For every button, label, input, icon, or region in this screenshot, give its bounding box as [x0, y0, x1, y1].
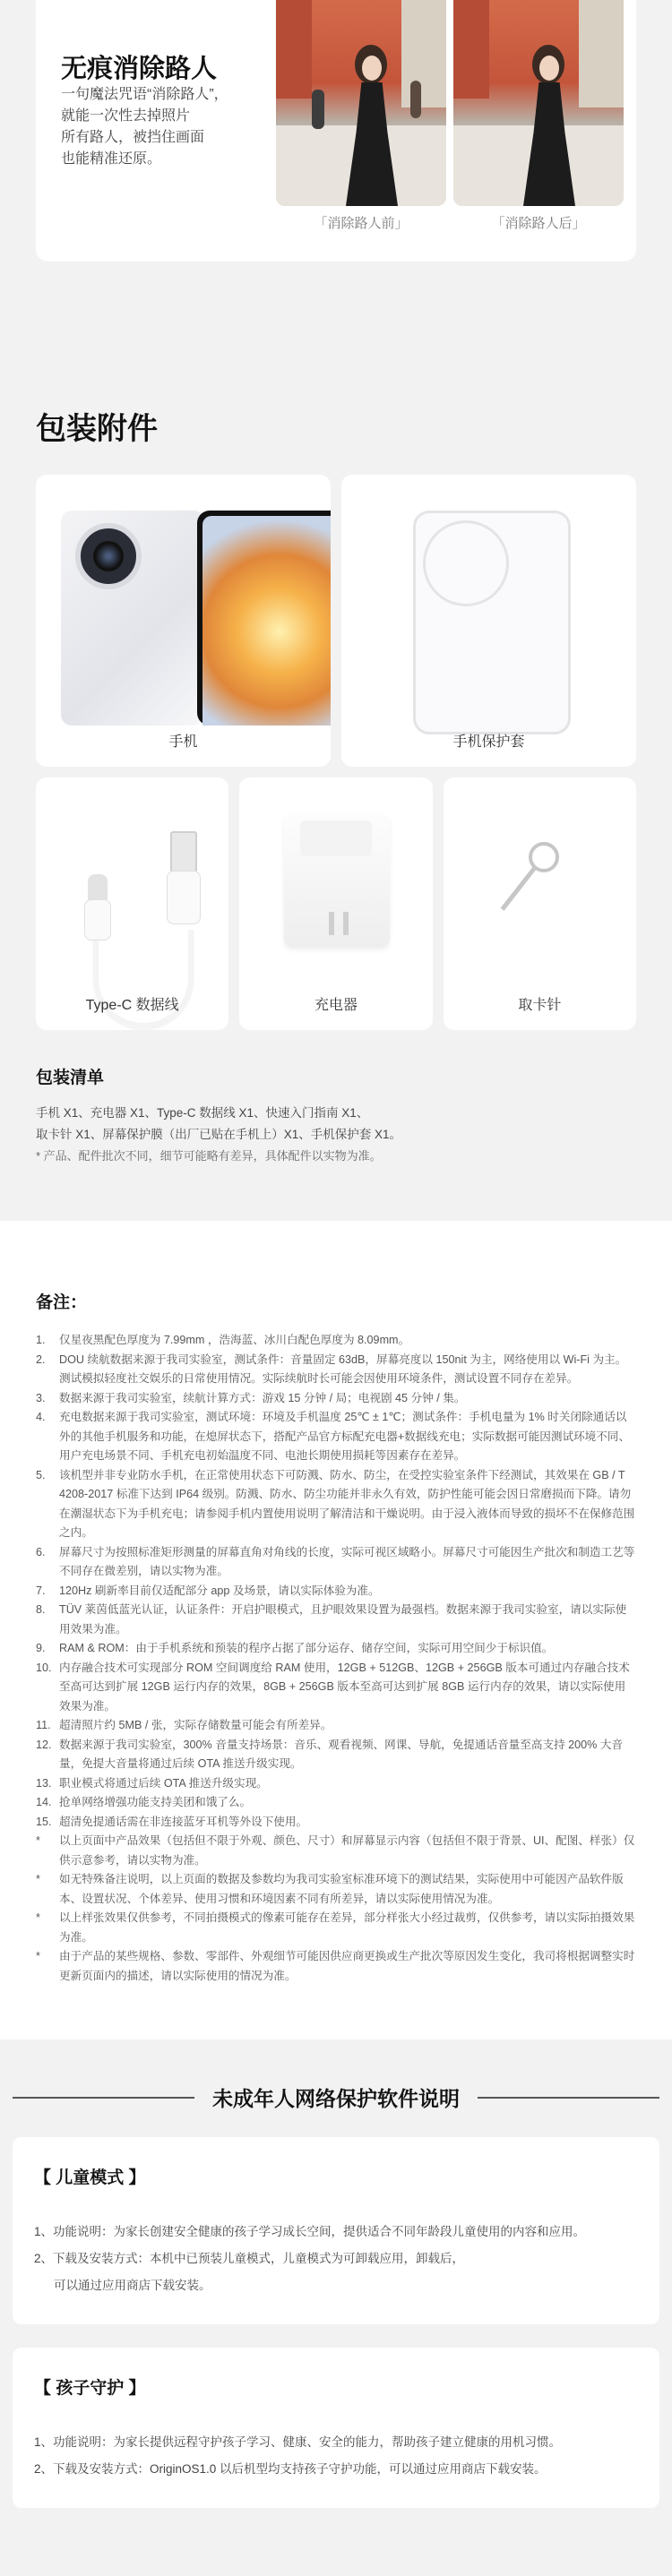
note-number: 5. [36, 1468, 46, 1481]
phone-front-image [197, 511, 331, 726]
desc-line: 也能精准还原。 [61, 151, 162, 167]
accessory-label: 手机 [168, 734, 198, 750]
note-number: 14. [36, 1796, 52, 1808]
note-item [36, 1389, 636, 1409]
minors-title-row [13, 2082, 659, 2112]
passerby [312, 90, 324, 129]
note-text: 仅星夜黑配色厚度为 7.99mm ，浩海蓝、冰川白配色厚度为 8.09mm。 [59, 1334, 410, 1346]
package-note: * 产品、配件批次不同，细节可能略有差异，具体配件以实物为准。 [36, 1149, 382, 1163]
mode-card-line: 2、下载及安装方式：OriginOS1.0 以后机型均支持孩子守护功能，可以通过应用商店下载安装。 [34, 2462, 547, 2476]
accessory-label: 取卡针 [518, 998, 562, 1013]
accessory-label: 充电器 [314, 998, 358, 1013]
package-list [36, 1103, 636, 1146]
note-number: 4. [36, 1411, 46, 1423]
note-item [36, 1774, 636, 1794]
note-text: 以上页面中产品效果（包括但不限于外观、颜色、尺寸）和屏幕显示内容（包括但不限于背景、UI、配图、样张）仅供示意参考，请以实物为准。 [59, 1834, 635, 1867]
note-text: 数据来源于我司实验室，300% 音量支持场景：音乐、观看视频、网课、导航，免提通话音量至高支持 200% 大音量，免提大音量将通过后续 OTA 推送升级实现。 [59, 1738, 624, 1770]
note-item [36, 1351, 636, 1389]
case-image [413, 511, 571, 734]
photo-before [276, 0, 446, 206]
package-list-line: 取卡针 X1、屏幕保护膜（出厂已贴在手机上）X1、手机保护套 X1。 [36, 1128, 402, 1141]
note-number: 7. [36, 1584, 46, 1597]
note-text: TÜV 莱茵低蓝光认证，认证条件：开启护眼模式，且护眼效果设置为最强档。数据来源于我司实验室，请以实际使用效果为准。 [59, 1603, 627, 1636]
after-caption: 「消除路人后」 [491, 216, 586, 231]
note-number: 11. [36, 1719, 51, 1731]
note-text: 超清照片约 5MB / 张，实际存储数量可能会有所差异。 [59, 1719, 332, 1731]
desc-line: 一句魔法咒语“消除路人”， [61, 87, 228, 102]
note-number: 1. [36, 1334, 46, 1346]
accessories-section [0, 336, 672, 1221]
note-number: * [36, 1873, 40, 1885]
notes-list [36, 1331, 636, 1986]
ghost-removal-card [36, 0, 636, 262]
note-text: 由于产品的某些规格、参数、零部件、外观细节可能因供应商更换或生产批次等原因发生变化，我司将根据调整实时更新页面内的描述，请以实际使用的情况为准。 [59, 1950, 635, 1982]
note-item [36, 1601, 636, 1639]
phone-back-image [61, 511, 204, 726]
desc-line: 就能一次性去掉照片 [61, 108, 191, 124]
mode-card-line: 可以通过应用商店下载安装。 [54, 2279, 211, 2292]
ghost-removal-title: 无痕消除路人 [61, 55, 218, 83]
notes-section [0, 1221, 672, 2039]
note-text: 该机型并非专业防水手机，在正常使用状态下可防溅、防水、防尘，在受控实验室条件下经测试，其效果在 GB / T 4208-2017 标准下达到 IP64 级别。防溅、防水、防尘功能并非永久有效，防护性能可能会因日常磨损而下降。请勿在潮湿状态下为手机充电；请参阅手机内置使用说明了解清洁和干燥说明。由于浸入液体而导致的损坏不在保修范围之内。 [59, 1468, 635, 1539]
mode-card-line: 2、下载及安装方式：本机中已预装儿童模式，儿童模式为可卸载应用，卸载后， [34, 2252, 465, 2265]
note-item [36, 1813, 636, 1833]
package-list-line: 手机 X1、充电器 X1、Type-C 数据线 X1、快速入门指南 X1、 [36, 1106, 369, 1120]
divider [13, 2097, 194, 2099]
note-number: 2. [36, 1352, 46, 1366]
note-item [36, 1947, 636, 1986]
charger-image [284, 813, 390, 948]
accessory-charger [239, 777, 432, 1030]
note-text: 职业模式将通过后续 OTA 推送升级实现。 [59, 1776, 268, 1790]
desc-line: 所有路人，被挡住画面 [61, 130, 205, 145]
note-item [36, 1736, 636, 1774]
note-text: DOU 续航数据来源于我司实验室，测试条件：音量固定 63dB，屏幕亮度以 150nit 为主，网络使用以 Wi-Fi 为主。测试模拟轻度社交娱乐的日常使用情况。实际续航时长可能会因使用环境条件，测试设置不同存在差异。 [59, 1352, 627, 1385]
mode-card-line: 1、功能说明：为家长提供远程守护孩子学习、健康、安全的能力，帮助孩子建立健康的用机习惯。 [34, 2435, 562, 2449]
note-number: * [36, 1911, 40, 1924]
note-text: RAM & ROM：由于手机系统和预装的程序占据了部分运存、储存空间，实际可用空间少于标识值。 [59, 1642, 554, 1654]
mode-card-heading: 【 儿童模式 】 [34, 2168, 146, 2187]
before-caption: 「消除路人前」 [314, 216, 409, 231]
note-text: 120Hz 刷新率目前仅适配部分 app 及场景，请以实际体验为准。 [59, 1584, 380, 1597]
mode-card-line: 1、功能说明：为家长创建安全健康的孩子学习成长空间，提供适合不同年龄段儿童使用的内容和应用。 [34, 2225, 586, 2238]
accessory-case [341, 475, 636, 767]
note-item [36, 1870, 636, 1909]
minors-title: 未成年人网络保护软件说明 [212, 2087, 460, 2110]
mode-card [13, 2137, 659, 2324]
note-item [36, 1582, 636, 1601]
ghost-removal-description [61, 84, 285, 170]
accessory-cable [36, 777, 228, 1030]
note-number: 8. [36, 1603, 46, 1616]
note-number: 13. [36, 1776, 52, 1790]
note-number: 10. [36, 1661, 52, 1674]
accessory-sim-pin [444, 777, 636, 1030]
package-list-title: 包装清单 [36, 1069, 105, 1087]
note-text: 内存融合技术可实现部分 ROM 空间调度给 RAM 使用，12GB + 512GB、12GB + 256GB 版本可通过内存融合技术至高可达到扩展 12GB 运行内存的效果，8GB + 256GB 版本至高可达到扩展 8GB 运行内存的效果，请以实际使用效果为准。 [59, 1661, 630, 1713]
passerby [410, 81, 421, 118]
divider [478, 2097, 659, 2099]
note-number: 12. [36, 1738, 52, 1751]
notes-heading: 备注： [36, 1293, 88, 1312]
note-text: 如无特殊备注说明，以上页面的数据及参数均为我司实验室标准环境下的测试结果，实际使用中可能因产品软件版本、设置状况、个体差异、使用习惯和环境因素不同有所差异，请以实际使用情况为准。 [59, 1873, 624, 1905]
mode-card-heading: 【 孩子守护 】 [34, 2379, 146, 2398]
note-text: 超清免提通话需在非连接蓝牙耳机等外设下使用。 [59, 1815, 308, 1828]
mode-card [13, 2348, 659, 2508]
accessory-phone [36, 475, 331, 767]
note-number: 3. [36, 1391, 46, 1404]
accessory-label: Type-C 数据线 [85, 998, 179, 1013]
note-number: * [36, 1950, 40, 1962]
note-item [36, 1331, 636, 1351]
note-item [36, 1659, 636, 1717]
note-item [36, 1909, 636, 1947]
minors-section [0, 2039, 672, 2576]
accessory-label: 手机保护套 [452, 734, 525, 750]
note-item [36, 1408, 636, 1466]
note-number: 6. [36, 1545, 46, 1558]
note-number: 15. [36, 1815, 52, 1828]
ghost-removal-section [0, 0, 672, 336]
photo-after [453, 0, 624, 206]
note-item [36, 1639, 636, 1659]
note-item [36, 1793, 636, 1813]
note-text: 数据来源于我司实验室，续航计算方式：游戏 15 分钟 / 局；电视剧 45 分钟 / 集。 [59, 1391, 466, 1404]
note-text: 抢单网络增强功能支持美团和饿了么。 [59, 1796, 252, 1808]
note-text: 以上样张效果仅供参考，不同拍摄模式的像素可能存在差异，部分样张大小经过裁剪，仅供参考，请以实际拍摄效果为准。 [59, 1911, 635, 1944]
note-text: 充电数据来源于我司实验室，测试环境：环境及手机温度 25℃ ± 1℃；测试条件：手机电量为 1% 时关闭除通话以外的其他手机服务和功能，在熄屏状态下，搭配产品官方标配充电器+数据线充电；实际数据可能因测试环境不同、用户充电场景不同、手机充电初始温度不同、电池长期使用损耗等因素存在差异。 [59, 1411, 631, 1462]
note-text: 屏幕尺寸为按照标准矩形测量的屏幕直角对角线的长度，实际可视区域略小。屏幕尺寸可能因生产批次和制造工艺等不同存在微差别，请以实物为准。 [59, 1545, 635, 1577]
note-item [36, 1832, 636, 1870]
note-item [36, 1543, 636, 1582]
note-number: * [36, 1834, 40, 1847]
note-item [36, 1716, 636, 1736]
note-number: 9. [36, 1642, 46, 1654]
accessories-heading: 包装附件 [36, 412, 158, 446]
note-item [36, 1466, 636, 1543]
